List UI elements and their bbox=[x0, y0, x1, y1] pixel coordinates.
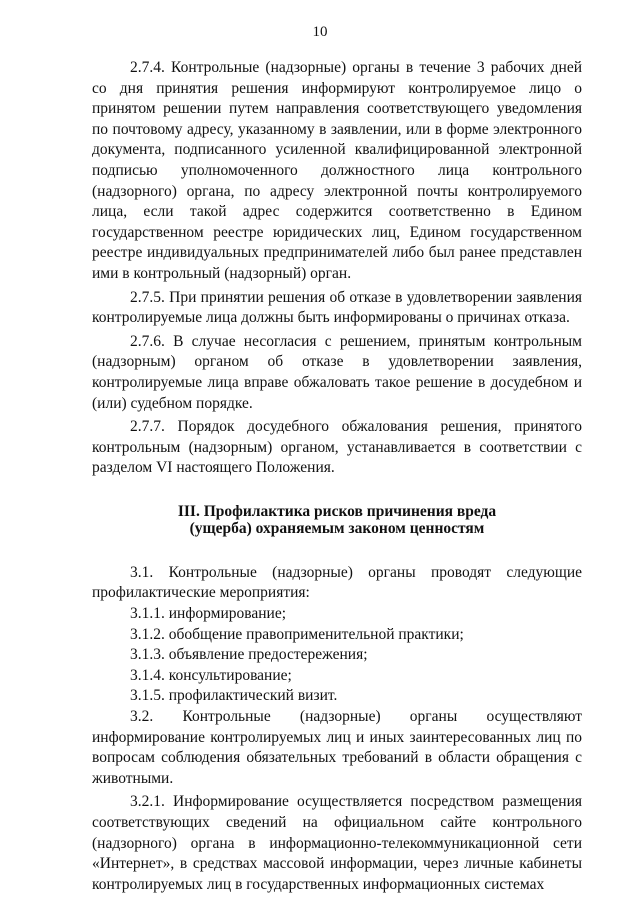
measure-item: 3.1.3. объявление предостережения; bbox=[130, 646, 368, 664]
paragraph-2-7-7: 2.7.7. Порядок досудебного обжалования решения, принятого контрольным (надзорным) органом, устанавливается в соответствии с разделом VI настоящего Положения. bbox=[92, 418, 582, 477]
measure-item: 3.1.5. профилактический визит. bbox=[130, 687, 338, 705]
measure-item: 3.1.1. информирование; bbox=[130, 605, 287, 623]
section-heading-line-2: (ущерба) охраняемым законом ценностям bbox=[189, 519, 485, 537]
measure-item: 3.1.4. консультирование; bbox=[130, 666, 292, 684]
paragraph-3-2: 3.2. Контрольные (надзорные) органы осуществляют информирование контролируемых лиц и иных заинтересованных лиц по вопросам соблюдения обязательных требований в области обращения с животными. bbox=[92, 708, 582, 787]
paragraph-2-7-6: 2.7.6. В случае несогласия с решением, принятым контрольным (надзорным) органом об отказе в удовлетворении заявления, контролируемые лица вправе обжаловать такое решение в досудебном и (или) судебном порядке. bbox=[92, 332, 582, 412]
paragraph-2-7-4: 2.7.4. Контрольные (надзорные) органы в течение 3 рабочих дней со дня принятия решения информируют контролируемое лицо о принятом решении путем направления соответствующего уведомления по почтовому адресу, указанному в заявлении, или в форме электронного документа, подписанного усиленной квалифицированной электронной подписью уполномоченного должностного лица контрольного (надзорного) органа, по адресу электронной почты контролируемого лица, если такой адрес содержится соответственно в Едином государственном реестре юридических лиц, Едином государственном реестре индивидуальных предпринимателей либо был ранее представлен ими в контрольный (надзорный) орган. bbox=[92, 59, 582, 282]
measure-item: 3.1.2. обобщение правоприменительной практики; bbox=[130, 625, 464, 643]
section-heading-line-1: III. Профилактика рисков причинения вреда bbox=[177, 502, 497, 520]
document-body bbox=[92, 58, 582, 895]
paragraph-2-7-5: 2.7.5. При принятии решения об отказе в удовлетворении заявления контролируемые лица должны быть информированы о причинах отказа. bbox=[92, 288, 582, 327]
page-number: 10 bbox=[312, 24, 328, 40]
paragraph-3-1: 3.1. Контрольные (надзорные) органы проводят следующие профилактические мероприятия: bbox=[92, 563, 582, 602]
section-heading bbox=[92, 503, 582, 537]
paragraph-3-2-1: 3.2.1. Информирование осуществляется посредством размещения соответствующих сведений на официальном сайте контрольного (надзорного) органа в информационно-телекоммуникационной сети «Интернет», в средствах массовой информации, через личные кабинеты контролируемых лиц в государственных информационных системах bbox=[92, 793, 582, 893]
